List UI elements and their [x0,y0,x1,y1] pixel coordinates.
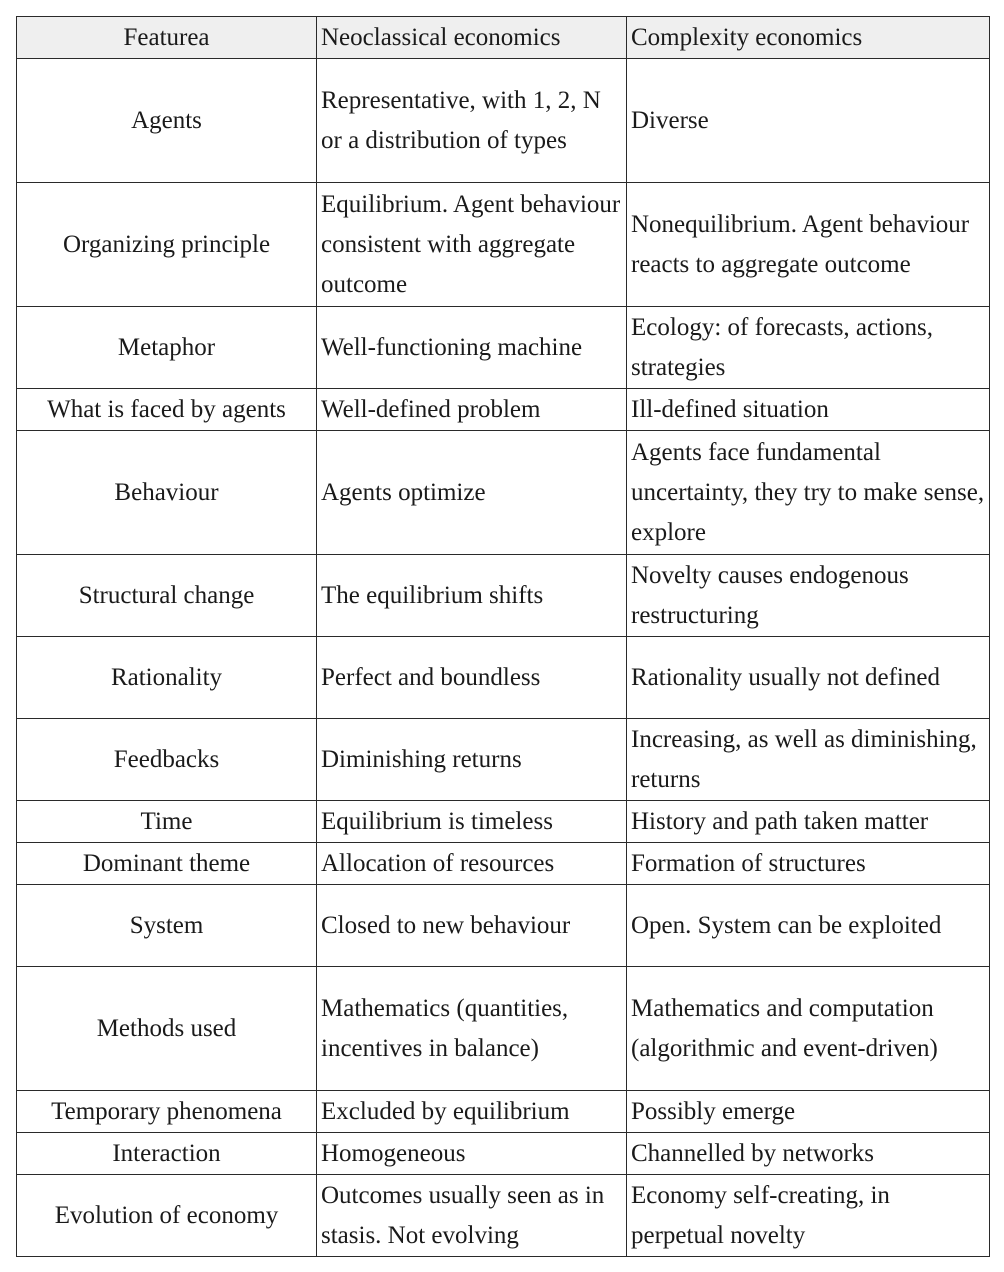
neoclassical-cell: Mathematics (quantities, incentives in balance) [317,967,627,1091]
neoclassical-cell: Well-defined problem [317,389,627,431]
complexity-cell: Ecology: of forecasts, actions, strategies [627,307,990,389]
table-row [17,389,990,431]
table-row [17,843,990,885]
table-row [17,967,990,1091]
neoclassical-cell: Well-functioning machine [317,307,627,389]
table-row [17,431,990,555]
complexity-cell: Novelty causes endogenous restructuring [627,555,990,637]
neoclassical-cell: Equilibrium. Agent behaviour consistent with aggregate outcome [317,183,627,307]
complexity-cell: Rationality usually not defined [627,637,990,719]
feature-cell: Agents [17,59,317,183]
complexity-cell: Diverse [627,59,990,183]
complexity-cell: Nonequilibrium. Agent behaviour reacts to aggregate outcome [627,183,990,307]
neoclassical-cell: Perfect and boundless [317,637,627,719]
table-row [17,1175,990,1257]
complexity-cell: Economy self-creating, in perpetual novelty [627,1175,990,1257]
table-row [17,1133,990,1175]
feature-cell: Temporary phenomena [17,1091,317,1133]
feature-cell: Evolution of economy [17,1175,317,1257]
header-complexity: Complexity economics [627,17,990,59]
table-row [17,59,990,183]
feature-cell: Dominant theme [17,843,317,885]
table-body [17,59,990,1257]
table-row [17,719,990,801]
complexity-cell: Increasing, as well as diminishing, returns [627,719,990,801]
neoclassical-cell: Homogeneous [317,1133,627,1175]
complexity-cell: Mathematics and computation (algorithmic and event-driven) [627,967,990,1091]
comparison-table [16,16,990,1257]
table-row [17,183,990,307]
feature-cell: Metaphor [17,307,317,389]
neoclassical-cell: Excluded by equilibrium [317,1091,627,1133]
table-row [17,637,990,719]
feature-cell: Interaction [17,1133,317,1175]
complexity-cell: Ill-defined situation [627,389,990,431]
complexity-cell: History and path taken matter [627,801,990,843]
header-feature: Featurea [17,17,317,59]
feature-cell: Feedbacks [17,719,317,801]
neoclassical-cell: The equilibrium shifts [317,555,627,637]
neoclassical-cell: Closed to new behaviour [317,885,627,967]
header-row [17,17,990,59]
complexity-cell: Channelled by networks [627,1133,990,1175]
table-row [17,885,990,967]
feature-cell: Behaviour [17,431,317,555]
table-row [17,555,990,637]
feature-cell: Rationality [17,637,317,719]
neoclassical-cell: Representative, with 1, 2, N or a distribution of types [317,59,627,183]
neoclassical-cell: Equilibrium is timeless [317,801,627,843]
header-neoclassical: Neoclassical economics [317,17,627,59]
complexity-cell: Formation of structures [627,843,990,885]
feature-cell: Structural change [17,555,317,637]
table-row [17,307,990,389]
table-header [17,17,990,59]
complexity-cell: Possibly emerge [627,1091,990,1133]
feature-cell: What is faced by agents [17,389,317,431]
table-row [17,801,990,843]
feature-cell: Time [17,801,317,843]
complexity-cell: Open. System can be exploited [627,885,990,967]
feature-cell: Methods used [17,967,317,1091]
feature-cell: Organizing principle [17,183,317,307]
table-row [17,1091,990,1133]
neoclassical-cell: Diminishing returns [317,719,627,801]
neoclassical-cell: Allocation of resources [317,843,627,885]
complexity-cell: Agents face fundamental uncertainty, they try to make sense, explore [627,431,990,555]
neoclassical-cell: Agents optimize [317,431,627,555]
feature-cell: System [17,885,317,967]
neoclassical-cell: Outcomes usually seen as in stasis. Not evolving [317,1175,627,1257]
